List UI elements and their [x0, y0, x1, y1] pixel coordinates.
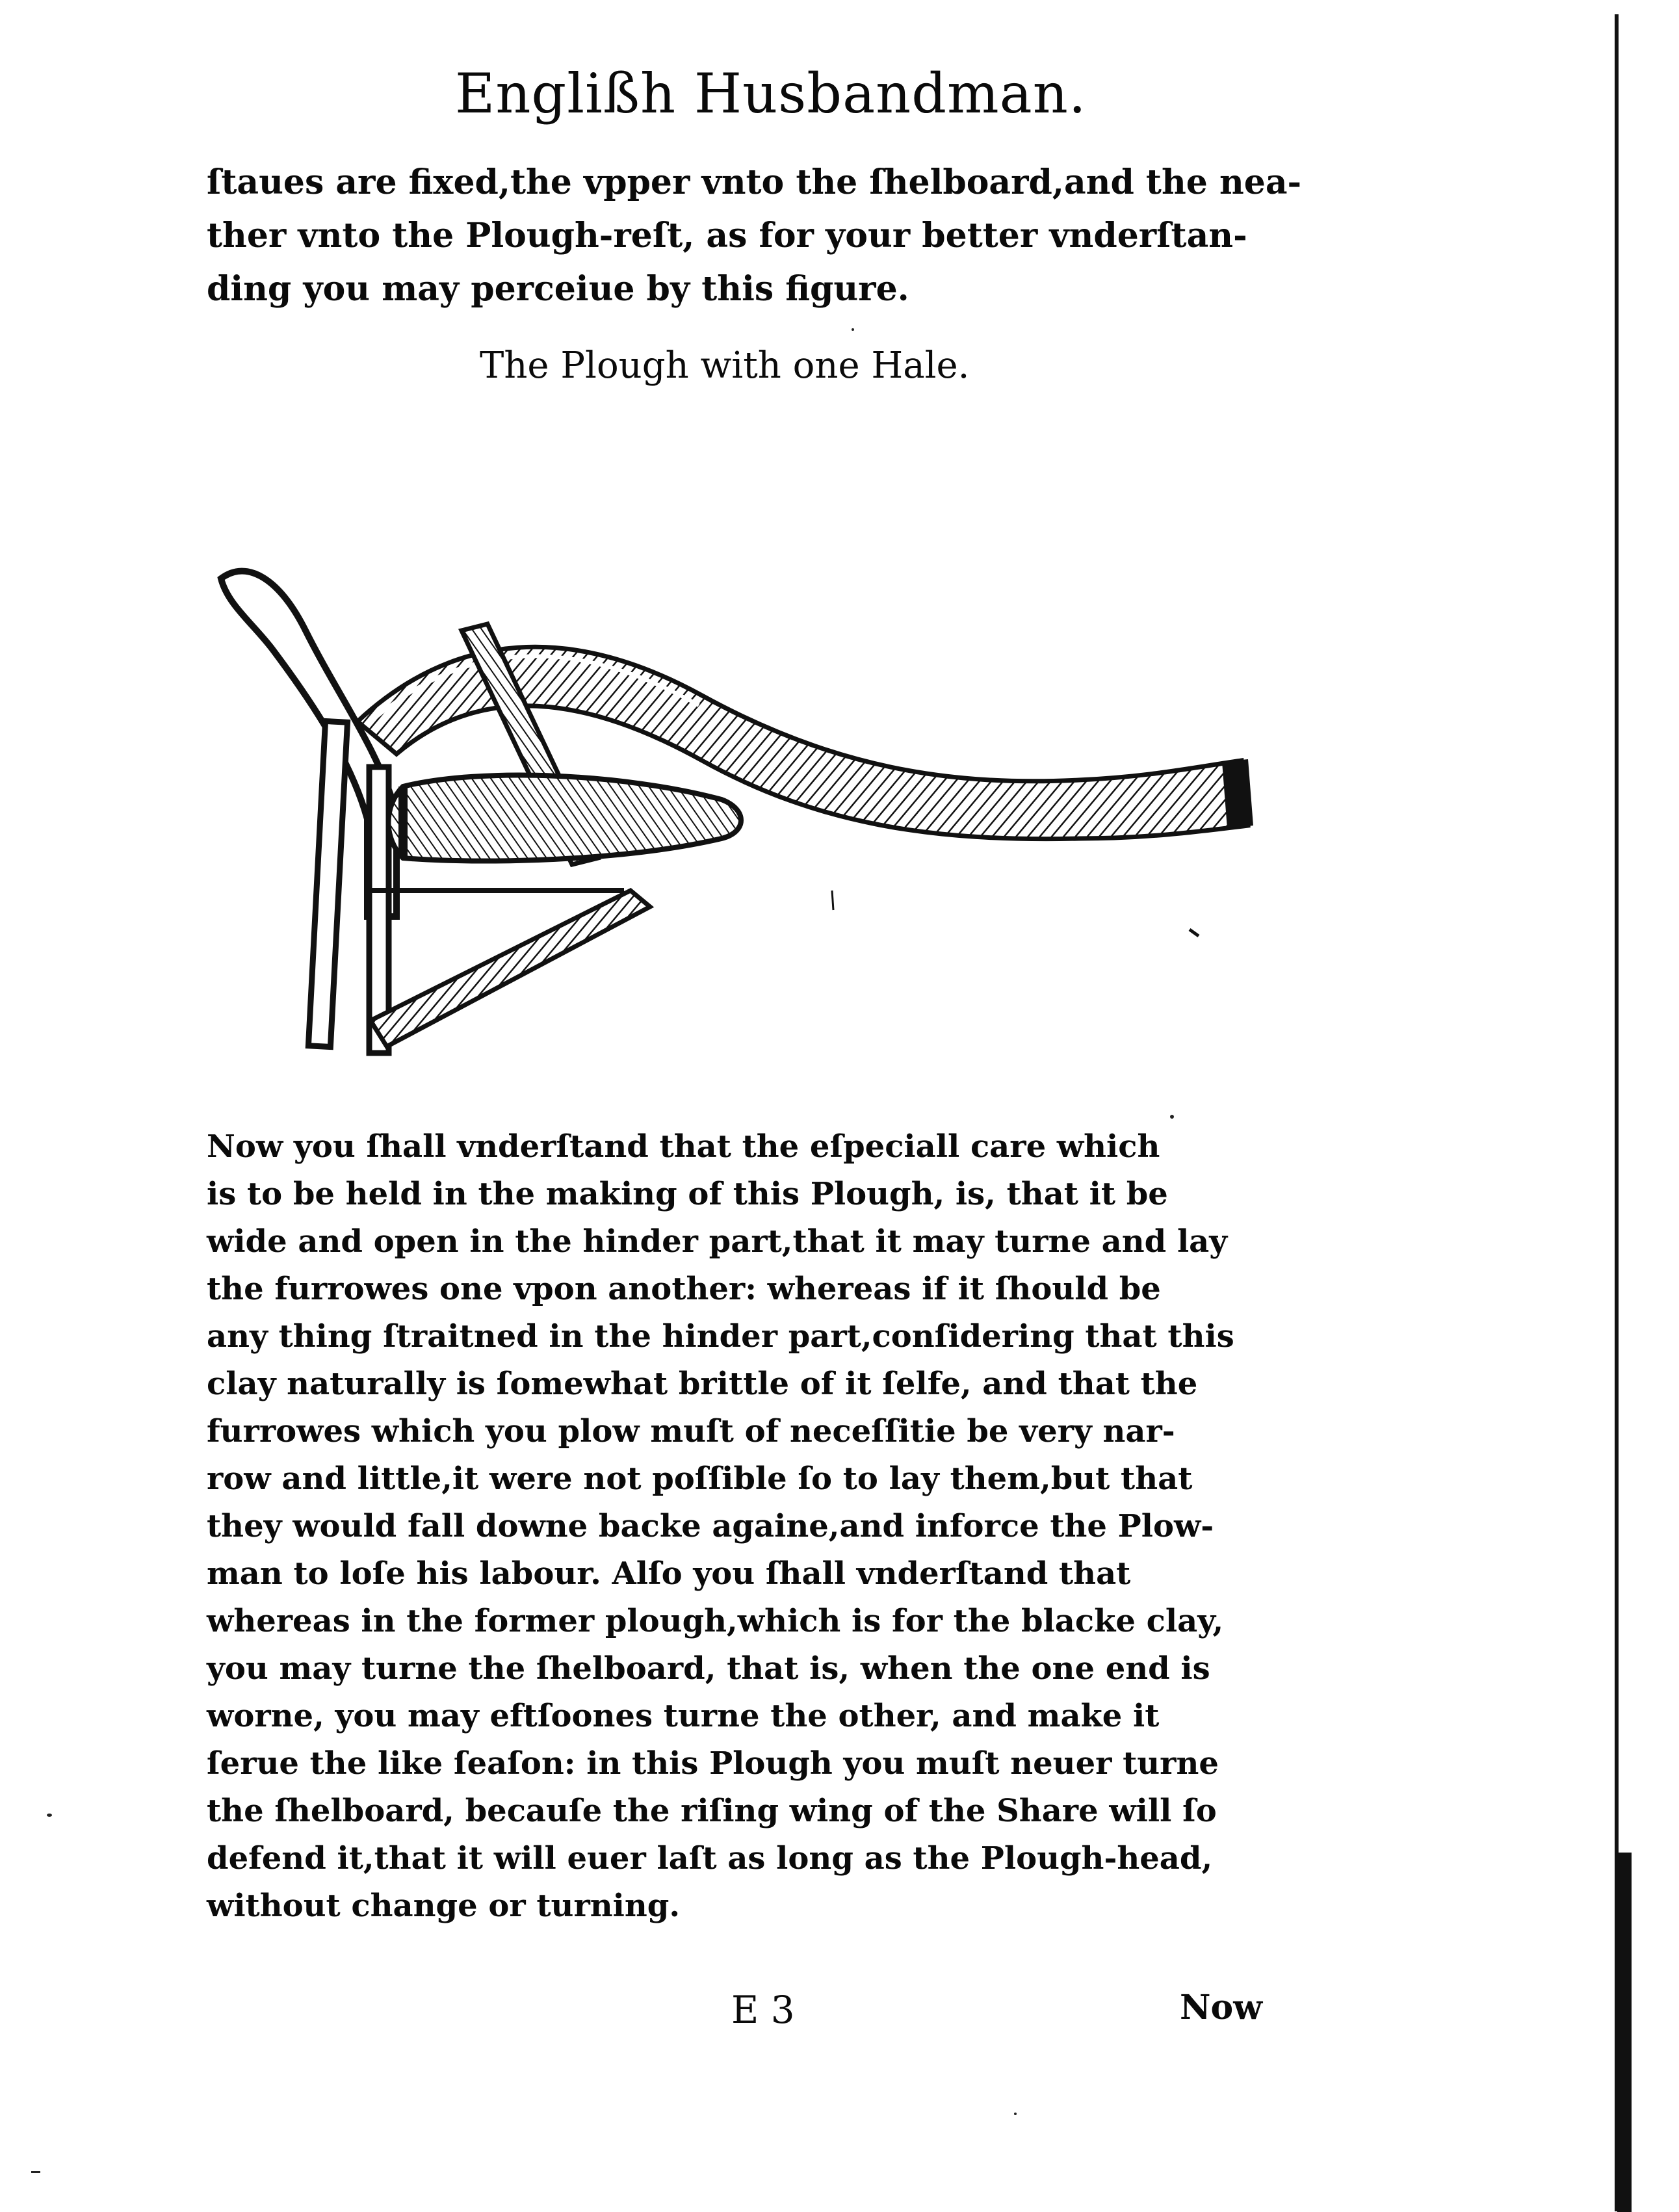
text-line: whereas in the former plough,which is for the blacke clay,: [207, 1603, 1224, 1639]
text-line: the furrowes one vpon another: whereas if it ſhould be: [207, 1271, 1161, 1307]
intro-paragraph: [207, 156, 1312, 316]
text-line: Now you ſhall vnderſtand that the eſpeciall care which: [207, 1128, 1160, 1165]
text-line: row and little,it were not poſſible ſo to lay them,but that: [207, 1461, 1193, 1497]
running-head: Englißh Husbandman.: [455, 62, 1087, 125]
text-line: is to be held in the making of this Plough, is, that it be: [207, 1176, 1168, 1212]
scan-speck: [1170, 1115, 1174, 1119]
text-line: wide and open in the hinder part,that it may turne and lay: [207, 1223, 1228, 1260]
text-line: ding you may perceiue by this figure.: [207, 269, 909, 309]
text-line: any thing ſtraitned in the hinder part,conſidering that this: [207, 1318, 1234, 1355]
page-edge-shadow: [1617, 1853, 1632, 2212]
plough-share: [389, 775, 742, 861]
text-line: without change or turning.: [207, 1888, 681, 1924]
plough-staff: [308, 721, 347, 1047]
plough-rest-upright: [369, 767, 389, 1053]
text-line: ſtaues are fixed,the vpper vnto the ſhelboard,and the nea-: [207, 163, 1302, 202]
text-line: man to loſe his labour. Alſo you ſhall vnderſtand that: [207, 1555, 1131, 1592]
plough-sole: [371, 891, 650, 1047]
plough-woodcut-illustration: [208, 553, 1274, 1086]
text-line: worne, you may eftſoones turne the other, and make it: [207, 1698, 1160, 1734]
text-line: furrowes which you plow muſt of neceſſitie be very nar-: [207, 1413, 1175, 1450]
text-line: defend it,that it will euer laſt as long as the Plough-head,: [207, 1840, 1213, 1877]
scan-speck: [47, 1814, 52, 1817]
text-line: you may turne the ſhelboard, that is, when the one end is: [207, 1650, 1210, 1687]
catchword: Now: [1180, 1988, 1262, 2027]
main-paragraph: [207, 1123, 1325, 1930]
text-line: they would fall downe backe againe,and inforce the Plow-: [207, 1508, 1214, 1544]
figure-caption: The Plough with one Hale.: [480, 345, 970, 387]
scan-speck: [31, 2171, 40, 2173]
scan-speck: [852, 328, 854, 331]
text-line: ther vnto the Plough-reſt, as for your better vnderſtan-: [207, 216, 1247, 255]
text-line: the ſhelboard, becauſe the riſing wing of the Share will ſo: [207, 1793, 1217, 1829]
text-line: clay naturally is ſomewhat brittle of it ſelfe, and that the: [207, 1366, 1198, 1402]
signature-mark: E 3: [731, 1988, 795, 2032]
scan-speck: [1014, 2113, 1017, 2115]
text-line: ſerue the like ſeaſon: in this Plough you muſt neuer turne: [207, 1745, 1219, 1782]
beam-end: [1222, 759, 1253, 829]
